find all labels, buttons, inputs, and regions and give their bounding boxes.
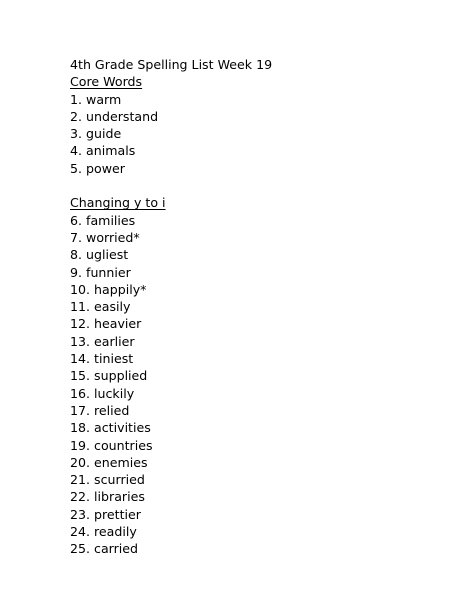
list-item: 18. activities xyxy=(70,420,151,436)
section-heading-changing-y-to-i: Changing y to i xyxy=(70,195,166,211)
list-item: 21. scurried xyxy=(70,472,145,488)
list-item: 15. supplied xyxy=(70,368,148,384)
list-item: 6. families xyxy=(70,212,136,228)
list-item: 17. relied xyxy=(70,402,130,418)
list-item: 3. guide xyxy=(70,126,122,142)
list-item: 22. libraries xyxy=(70,489,145,505)
list-item: 7. worried* xyxy=(70,229,140,245)
list-item: 24. readily xyxy=(70,524,137,540)
list-item: 9. funnier xyxy=(70,264,131,280)
list-item: 4. animals xyxy=(70,143,136,159)
section-divider xyxy=(70,177,450,194)
list-item: 1. warm xyxy=(70,91,122,107)
list-item: 23. prettier xyxy=(70,506,141,522)
page-title: 4th Grade Spelling List Week 19 xyxy=(70,57,273,72)
list-item: 16. luckily xyxy=(70,385,135,401)
list-item: 25. carried xyxy=(70,541,139,557)
list-item: 11. easily xyxy=(70,299,131,315)
list-item: 19. countries xyxy=(70,437,153,453)
list-item: 8. ugliest xyxy=(70,247,129,263)
list-item: 12. heavier xyxy=(70,316,142,332)
list-item: 20. enemies xyxy=(70,454,148,470)
section-heading-core-words: Core Words xyxy=(70,74,143,90)
list-item: 14. tiniest xyxy=(70,351,134,367)
list-item: 5. power xyxy=(70,160,125,176)
list-item: 2. understand xyxy=(70,108,159,124)
list-item: 10. happily* xyxy=(70,281,147,297)
spelling-list xyxy=(70,56,450,558)
list-item: 13. earlier xyxy=(70,333,135,349)
